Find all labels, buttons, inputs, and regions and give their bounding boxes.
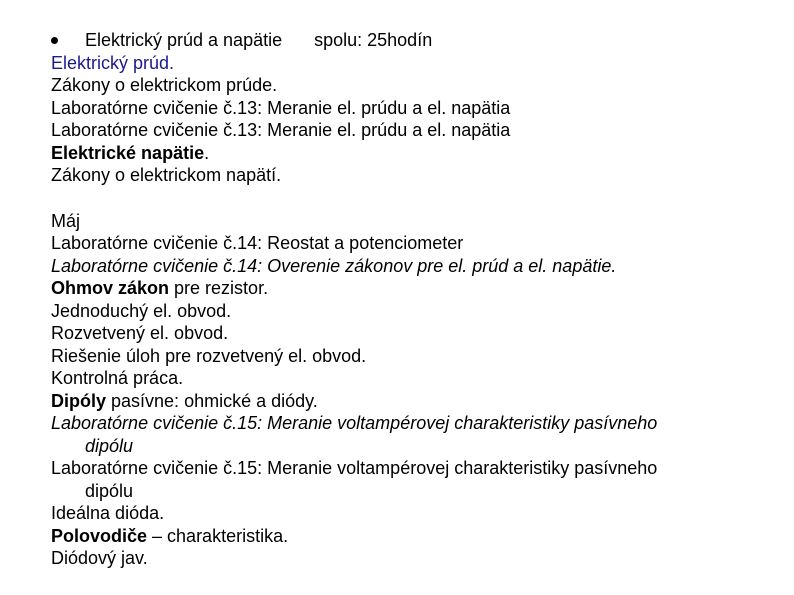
list-item: Laboratórne cvičenie č.15: Meranie voltampérovej charakteristiky pasívneho [51,413,658,433]
section-hours: spolu: 25hodín [314,30,433,50]
list-item: Laboratórne cvičenie č.14: Overenie zákonov pre el. prúd a el. napätie. [51,255,617,276]
list-item: Rozvetvený el. obvod. [51,323,229,343]
list-item: Laboratórne cvičenie č.15: Meranie voltampérovej charakteristiky pasívneho [51,458,658,478]
list-item: Elektrický prúd. [51,52,175,73]
list-item: Zákony o elektrickom napätí. [51,165,282,185]
topic-bold: Polovodiče [51,525,148,546]
month-label: Máj [51,210,81,231]
list-item [51,277,771,300]
list-item: Laboratórne cvičenie č.13: Meranie el. prúdu a el. napätia [51,120,511,140]
list-item: Diódový jav. [51,548,148,568]
topic-rest: pasívne: ohmické a diódy. [106,390,318,411]
list-item: Kontrolná práca. [51,368,184,388]
list-item: Jednoduchý el. obvod. [51,300,232,321]
topic-rest: – charakteristika. [147,525,289,546]
topic-bold: Dipóly [51,390,107,411]
list-item [51,390,771,413]
topic-rest: pre rezistor. [169,278,269,298]
list-item: Laboratórne cvičenie č.13: Meranie el. prúdu a el. napätia [51,97,511,118]
section-heading [51,29,771,52]
list-item [51,142,771,165]
bullet-icon [51,37,58,44]
topic-bold: Ohmov zákon [51,278,170,298]
list-item-continuation: dipólu [85,480,134,501]
topic-bold: Elektrické napätie [51,142,205,163]
spacer [51,187,771,210]
list-item: Laboratórne cvičenie č.14: Reostat a potenciometer [51,233,464,253]
section-title: Elektrický prúd a napätie [85,30,283,50]
list-item: Ideálna dióda. [51,503,165,523]
list-item [51,525,771,548]
list-item: Zákony o elektrickom prúde. [51,75,278,95]
list-item: Riešenie úloh pre rozvetvený el. obvod. [51,345,367,366]
document [51,29,771,570]
list-item-continuation: dipólu [85,435,134,456]
topic-rest: . [204,142,210,163]
